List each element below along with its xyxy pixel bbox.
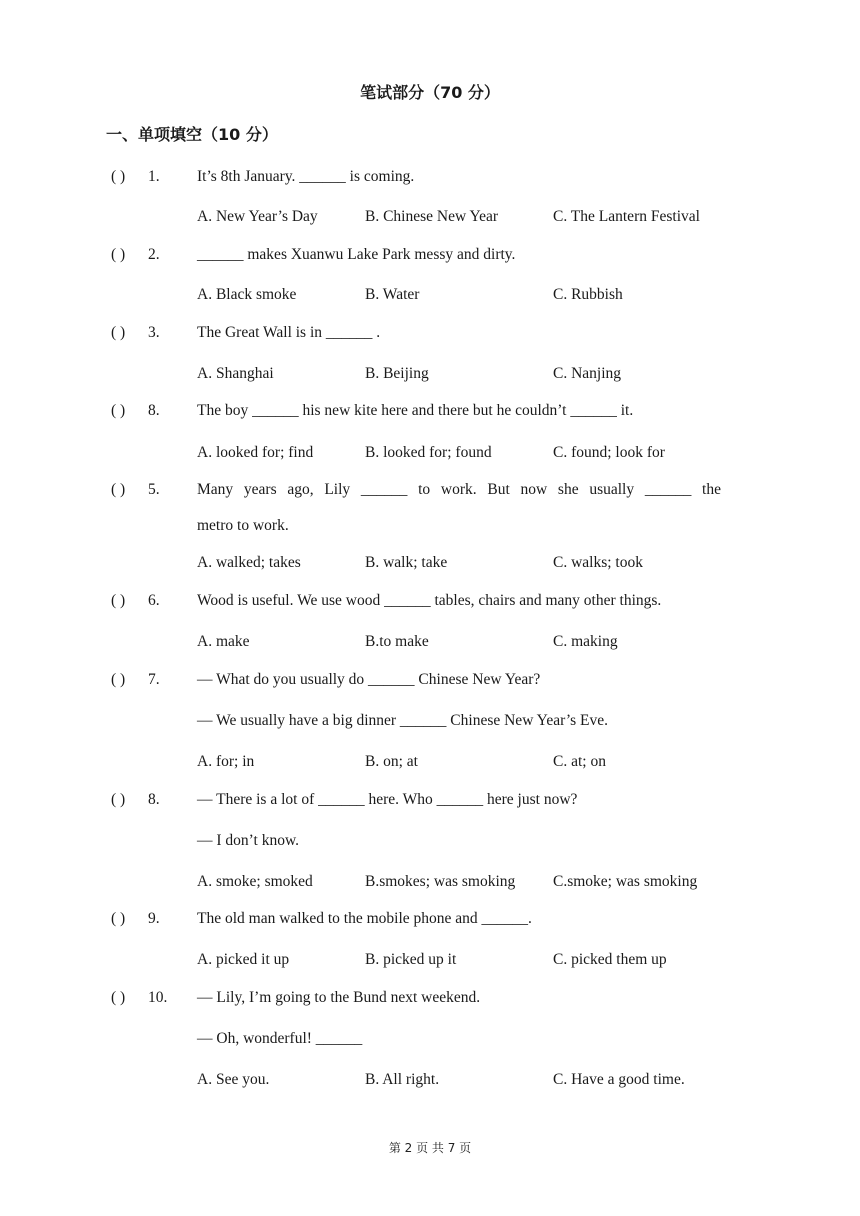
- answer-bracket[interactable]: ( ): [111, 168, 126, 185]
- option-a: A. make: [197, 633, 250, 650]
- answer-bracket[interactable]: ( ): [111, 910, 126, 927]
- option-b: B. picked up it: [365, 951, 457, 968]
- question-stem: The boy ______ his new kite here and there but he couldn’t ______ it.: [197, 402, 634, 419]
- answer-bracket[interactable]: ( ): [111, 402, 126, 419]
- option-a: A. for; in: [197, 753, 255, 770]
- option-a: A. walked; takes: [197, 554, 301, 571]
- option-b: B. Chinese New Year: [365, 208, 499, 225]
- option-c: C. picked them up: [553, 951, 667, 968]
- option-c: C. Nanjing: [553, 365, 622, 382]
- question-number: 8.: [148, 402, 160, 419]
- question-number: 2.: [148, 246, 160, 263]
- dialogue-line: — What do you usually do ______ Chinese New Year?: [197, 671, 541, 688]
- option-c: C.smoke; was smoking: [553, 873, 698, 890]
- option-b: B. Beijing: [365, 365, 429, 382]
- option-c: C. walks; took: [553, 554, 643, 571]
- question-number: 7.: [148, 671, 160, 688]
- question-number: 1.: [148, 168, 160, 185]
- question-number: 6.: [148, 592, 160, 609]
- page-title: 笔试部分（70 分）: [360, 83, 500, 102]
- answer-bracket[interactable]: ( ): [111, 481, 126, 498]
- question-stem: ______ makes Xuanwu Lake Park messy and dirty.: [197, 246, 516, 263]
- option-b: B.smokes; was smoking: [365, 873, 516, 890]
- question-number: 9.: [148, 910, 160, 927]
- answer-bracket[interactable]: ( ): [111, 246, 126, 263]
- option-a: A. looked for; find: [197, 444, 314, 461]
- option-b: B. walk; take: [365, 554, 448, 571]
- question-stem: The old man walked to the mobile phone and ______.: [197, 910, 532, 927]
- option-a: A. Shanghai: [197, 365, 274, 382]
- answer-bracket[interactable]: ( ): [111, 989, 126, 1006]
- option-a: A. picked it up: [197, 951, 290, 968]
- answer-bracket[interactable]: ( ): [111, 671, 126, 688]
- question-number: 5.: [148, 481, 160, 498]
- option-c: C. found; look for: [553, 444, 665, 461]
- option-c: C. at; on: [553, 753, 606, 770]
- option-b: B.to make: [365, 633, 429, 650]
- dialogue-line: — There is a lot of ______ here. Who ______ here just now?: [197, 791, 578, 808]
- option-b: B. on; at: [365, 753, 418, 770]
- answer-bracket[interactable]: ( ): [111, 324, 126, 341]
- question-stem: The Great Wall is in ______ .: [197, 324, 381, 341]
- question-number: 10.: [148, 989, 168, 1006]
- dialogue-line: — Oh, wonderful! ______: [197, 1030, 363, 1047]
- dialogue-line: — We usually have a big dinner ______ Chinese New Year’s Eve.: [197, 712, 609, 729]
- section-heading: 一、单项填空（10 分）: [106, 125, 278, 144]
- option-a: A. See you.: [197, 1071, 270, 1088]
- option-c: C. The Lantern Festival: [553, 208, 700, 225]
- question-stem-continued: metro to work.: [197, 517, 289, 534]
- dialogue-line: — Lily, I’m going to the Bund next weekend.: [197, 989, 481, 1006]
- option-a: A. Black smoke: [197, 286, 297, 303]
- question-stem: Many years ago, Lily ______ to work. But now she usually ______ the: [197, 481, 721, 498]
- answer-bracket[interactable]: ( ): [111, 791, 126, 808]
- option-a: A. smoke; smoked: [197, 873, 313, 890]
- option-c: C. Rubbish: [553, 286, 623, 303]
- question-number: 8.: [148, 791, 160, 808]
- option-b: B. Water: [365, 286, 420, 303]
- option-c: C. making: [553, 633, 618, 650]
- option-a: A. New Year’s Day: [197, 208, 318, 225]
- question-stem: It’s 8th January. ______ is coming.: [197, 168, 415, 185]
- question-number: 3.: [148, 324, 160, 341]
- option-c: C. Have a good time.: [553, 1071, 685, 1088]
- option-b: B. All right.: [365, 1071, 440, 1088]
- option-b: B. looked for; found: [365, 444, 492, 461]
- dialogue-line: — I don’t know.: [197, 832, 300, 849]
- question-stem: Wood is useful. We use wood ______ tables, chairs and many other things.: [197, 592, 662, 609]
- page-footer: 第 2 页 共 7 页: [388, 1141, 472, 1155]
- answer-bracket[interactable]: ( ): [111, 592, 126, 609]
